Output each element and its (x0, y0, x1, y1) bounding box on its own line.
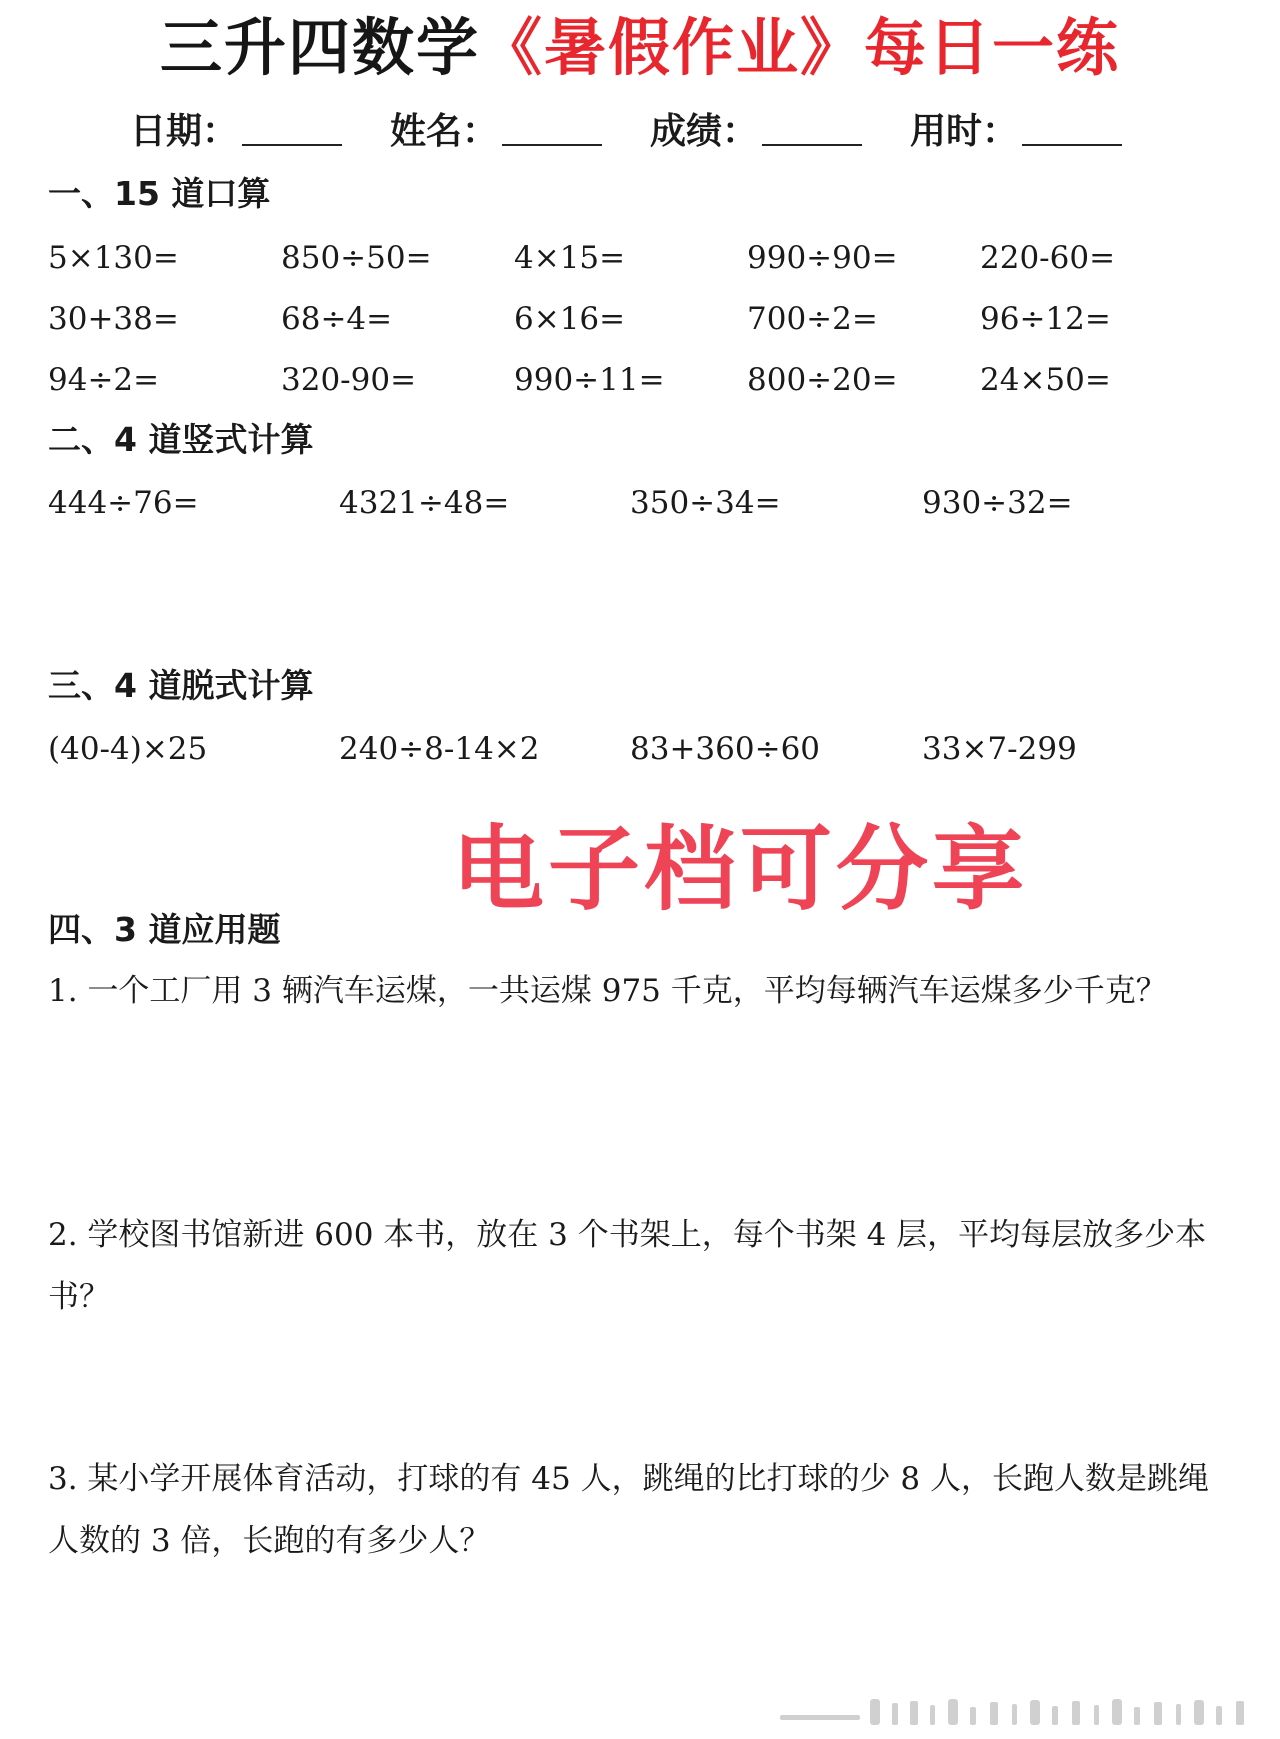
time-used-blank[interactable] (1022, 143, 1122, 146)
section-vertical-calc-title: 二、4 道竖式计算 (48, 420, 314, 459)
mental-math-item: 96÷12= (980, 301, 1111, 337)
section-word-problems-title: 四、3 道应用题 (48, 910, 281, 949)
mental-math-item: 68÷4= (281, 301, 393, 337)
score-label: 成绩： (650, 111, 759, 152)
student-info-row (130, 98, 1170, 154)
time-used-label: 用时： (910, 111, 1019, 152)
mental-math-item: 24×50= (980, 362, 1111, 398)
mental-math-item: 990÷90= (747, 240, 898, 276)
footer-decoration-icon (780, 1693, 1250, 1727)
title-homework: 《暑假作业》 (479, 11, 864, 84)
stepwise-calc-item: 240÷8-14×2 (339, 731, 540, 767)
vertical-calc-item: 930÷32= (922, 485, 1073, 521)
vertical-calc-item: 4321÷48= (339, 485, 510, 521)
section-stepwise-calc-title: 三、4 道脱式计算 (48, 666, 314, 705)
word-problem-2: 2. 学校图书馆新进 600 本书，放在 3 个书架上，每个书架 4 层，平均每层放多少本书？ (48, 1217, 1207, 1315)
mental-math-item: 700÷2= (747, 301, 878, 337)
mental-math-item: 990÷11= (514, 362, 665, 398)
stepwise-calc-item: 33×7-299 (922, 731, 1077, 767)
name-label: 姓名： (390, 111, 499, 152)
worksheet-title (0, 8, 1280, 88)
vertical-calc-item: 350÷34= (630, 485, 781, 521)
date-field (130, 98, 390, 154)
shareable-watermark: 电子档可分享 (451, 816, 1028, 923)
mental-math-item: 220-60= (980, 240, 1116, 276)
mental-math-item: 850÷50= (281, 240, 432, 276)
mental-math-item: 800÷20= (747, 362, 898, 398)
vertical-calc-item: 444÷76= (48, 485, 199, 521)
date-blank[interactable] (242, 143, 342, 146)
name-field (390, 98, 650, 154)
stepwise-calc-item: 83+360÷60 (630, 731, 821, 767)
word-problem-1: 1. 一个工厂用 3 辆汽车运煤，一共运煤 975 千克，平均每辆汽车运煤多少千克？ (48, 973, 1167, 1009)
date-label: 日期： (130, 111, 239, 152)
mental-math-item: 6×16= (514, 301, 626, 337)
mental-math-item: 4×15= (514, 240, 626, 276)
title-grade: 三升四数学 (159, 11, 480, 84)
name-blank[interactable] (502, 143, 602, 146)
mental-math-item: 94÷2= (48, 362, 160, 398)
stepwise-calc-item: (40-4)×25 (48, 731, 208, 767)
mental-math-item: 30+38= (48, 301, 179, 337)
section-mental-math-title: 一、15 道口算 (48, 174, 271, 213)
time-used-field (910, 98, 1170, 154)
score-blank[interactable] (762, 143, 862, 146)
title-daily: 每日一练 (864, 11, 1121, 84)
score-field (650, 98, 910, 154)
word-problem-3: 3. 某小学开展体育活动，打球的有 45 人，跳绳的比打球的少 8 人，长跑人数是跳绳人数的 3 倍，长跑的有多少人？ (48, 1461, 1210, 1559)
mental-math-item: 5×130= (48, 240, 179, 276)
mental-math-item: 320-90= (281, 362, 417, 398)
